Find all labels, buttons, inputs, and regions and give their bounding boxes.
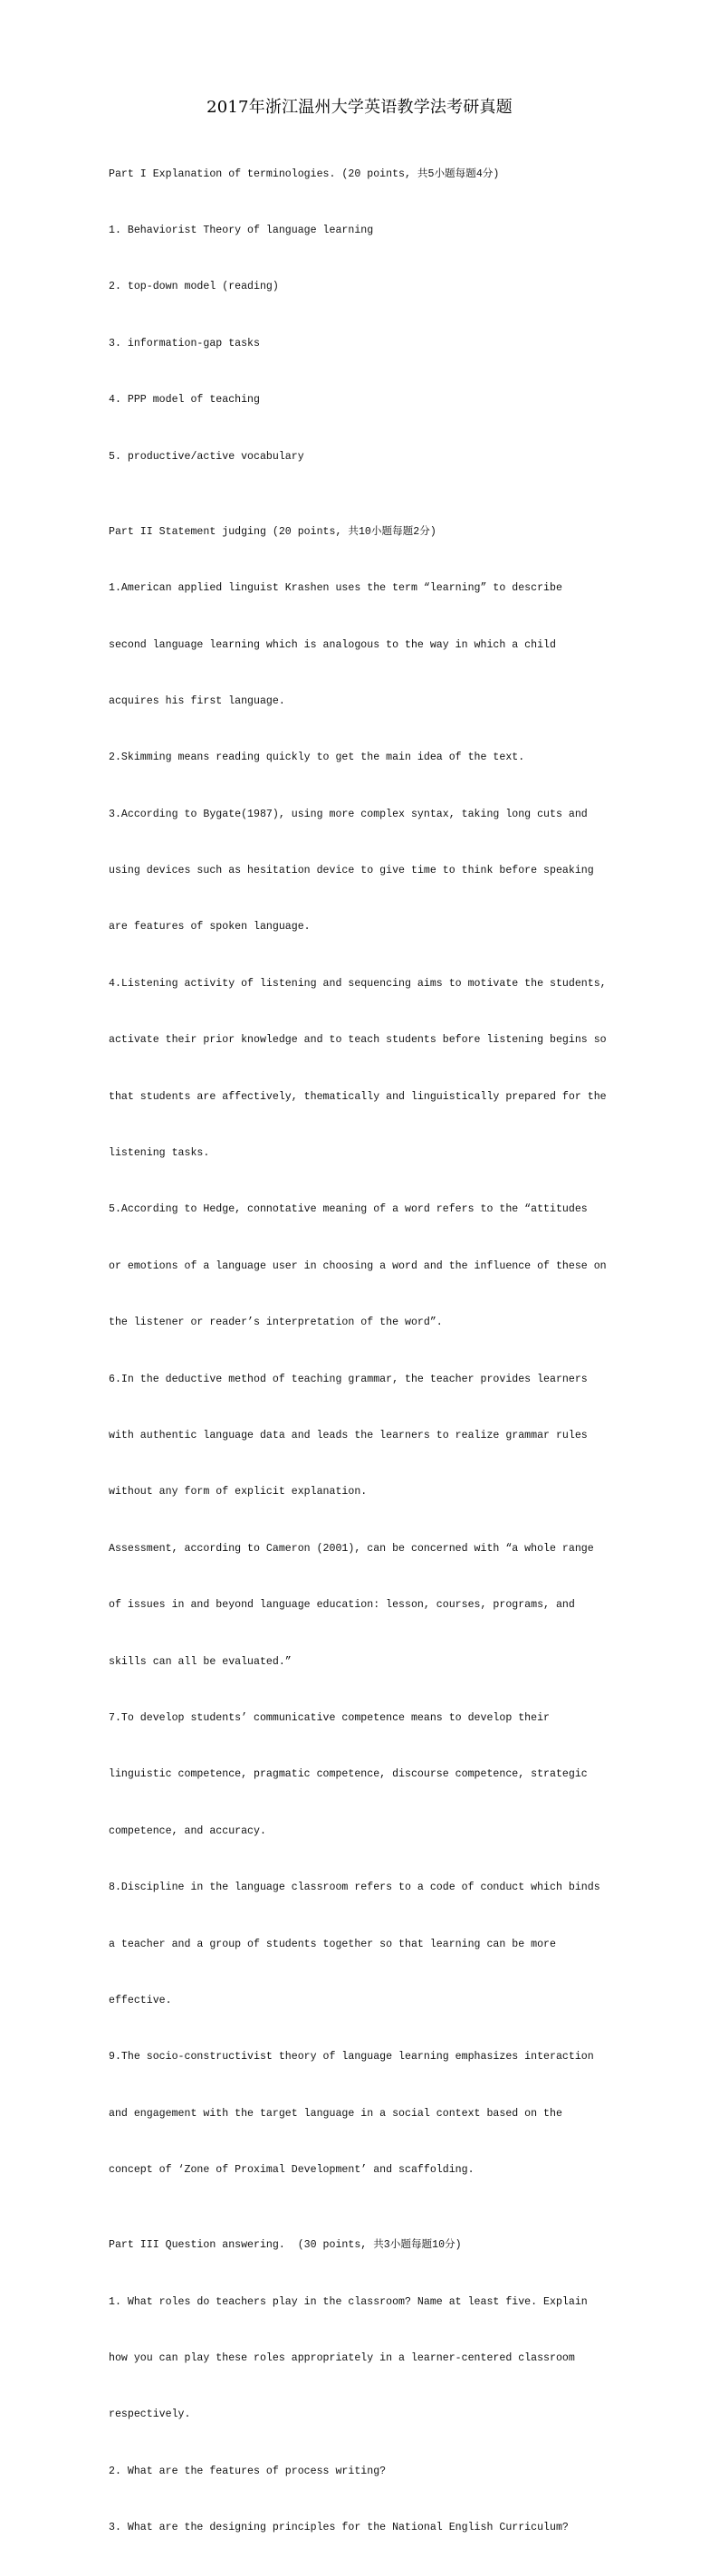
part1-item: 1. Behaviorist Theory of language learning bbox=[109, 224, 374, 236]
part2-line: using devices such as hesitation device to give time to think before speaking bbox=[109, 865, 594, 877]
part2-line: 2.Skimming means reading quickly to get the main idea of the text. bbox=[109, 752, 525, 764]
part2-line: or emotions of a language user in choosing a word and the influence of these on bbox=[109, 1259, 607, 1272]
part1-item: 3. information-gap tasks bbox=[109, 337, 260, 350]
part2-line: a teacher and a group of students together so that learning can be more bbox=[109, 1938, 556, 1950]
document-title: 2017年浙江温州大学英语教学法考研真题 bbox=[206, 98, 513, 117]
part1-item: 4. PPP model of teaching bbox=[109, 394, 260, 407]
part2-heading: Part II Statement judging (20 points, 共10小题每题2分) bbox=[109, 525, 436, 538]
part2-line: 7.To develop students’ communicative competence means to develop their bbox=[109, 1711, 551, 1724]
part2-line: are features of spoken language. bbox=[109, 921, 311, 934]
part2-line: skills can all be evaluated.” bbox=[109, 1655, 292, 1668]
part2-line: 9.The socio-constructivist theory of language learning emphasizes interaction bbox=[109, 2051, 594, 2064]
part2-line: 5.According to Hedge, connotative meaning of a word refers to the “attitudes bbox=[109, 1203, 588, 1216]
part2-line: activate their prior knowledge and to teach students before listening begins so bbox=[109, 1034, 607, 1047]
part2-line: acquires his first language. bbox=[109, 694, 285, 707]
part3-heading: Part III Question answering. (30 points, 共3小题每题10分) bbox=[109, 2239, 462, 2252]
part2-line: 6.In the deductive method of teaching grammar, the teacher provides learners bbox=[109, 1373, 588, 1385]
part2-line: competence, and accuracy. bbox=[109, 1824, 266, 1837]
part2-line: 3.According to Bygate(1987), using more complex syntax, taking long cuts and bbox=[109, 808, 588, 820]
part2-line: second language learning which is analogous to the way in which a child bbox=[109, 638, 556, 651]
part2-line: 8.Discipline in the language classroom refers to a code of conduct which binds bbox=[109, 1882, 600, 1894]
part3-line: respectively. bbox=[109, 2408, 191, 2421]
part2-line: listening tasks. bbox=[109, 1147, 210, 1160]
part2-line: the listener or reader’s interpretation of the word”. bbox=[109, 1317, 443, 1329]
part3-line: how you can play these roles appropriately in a learner-centered classroom bbox=[109, 2352, 575, 2365]
part1-heading: Part I Explanation of terminologies. (20 points, 共5小题每题4分) bbox=[109, 168, 500, 180]
part2-line: 4.Listening activity of listening and sequencing aims to motivate the students, bbox=[109, 977, 607, 990]
part2-line: effective. bbox=[109, 1994, 172, 2006]
part2-line: 1.American applied linguist Krashen uses the term “learning” to describe bbox=[109, 582, 562, 595]
part2-line: and engagement with the target language in a social context based on the bbox=[109, 2107, 562, 2120]
part2-line: of issues in and beyond language education: lesson, courses, programs, and bbox=[109, 1599, 575, 1612]
part2-line: concept of ‘Zone of Proximal Development’ and scaffolding. bbox=[109, 2164, 475, 2177]
part3-line: 1. What roles do teachers play in the classroom? Name at least five. Explain bbox=[109, 2295, 588, 2308]
document-body bbox=[109, 128, 620, 2576]
part1-item: 2. top-down model (reading) bbox=[109, 281, 279, 293]
part3-line: 3. What are the designing principles for the National English Curriculum? bbox=[109, 2522, 569, 2534]
part1-item: 5. productive/active vocabulary bbox=[109, 450, 304, 463]
part2-line: with authentic language data and leads the learners to realize grammar rules bbox=[109, 1429, 588, 1441]
part2-line: Assessment, according to Cameron (2001), can be concerned with “a whole range bbox=[109, 1542, 594, 1555]
part2-line: that students are affectively, thematically and linguistically prepared for the bbox=[109, 1090, 607, 1103]
part2-line: without any form of explicit explanation. bbox=[109, 1486, 368, 1499]
part3-line: 2. What are the features of process writing? bbox=[109, 2465, 387, 2477]
part2-line: linguistic competence, pragmatic competence, discourse competence, strategic bbox=[109, 1768, 588, 1781]
